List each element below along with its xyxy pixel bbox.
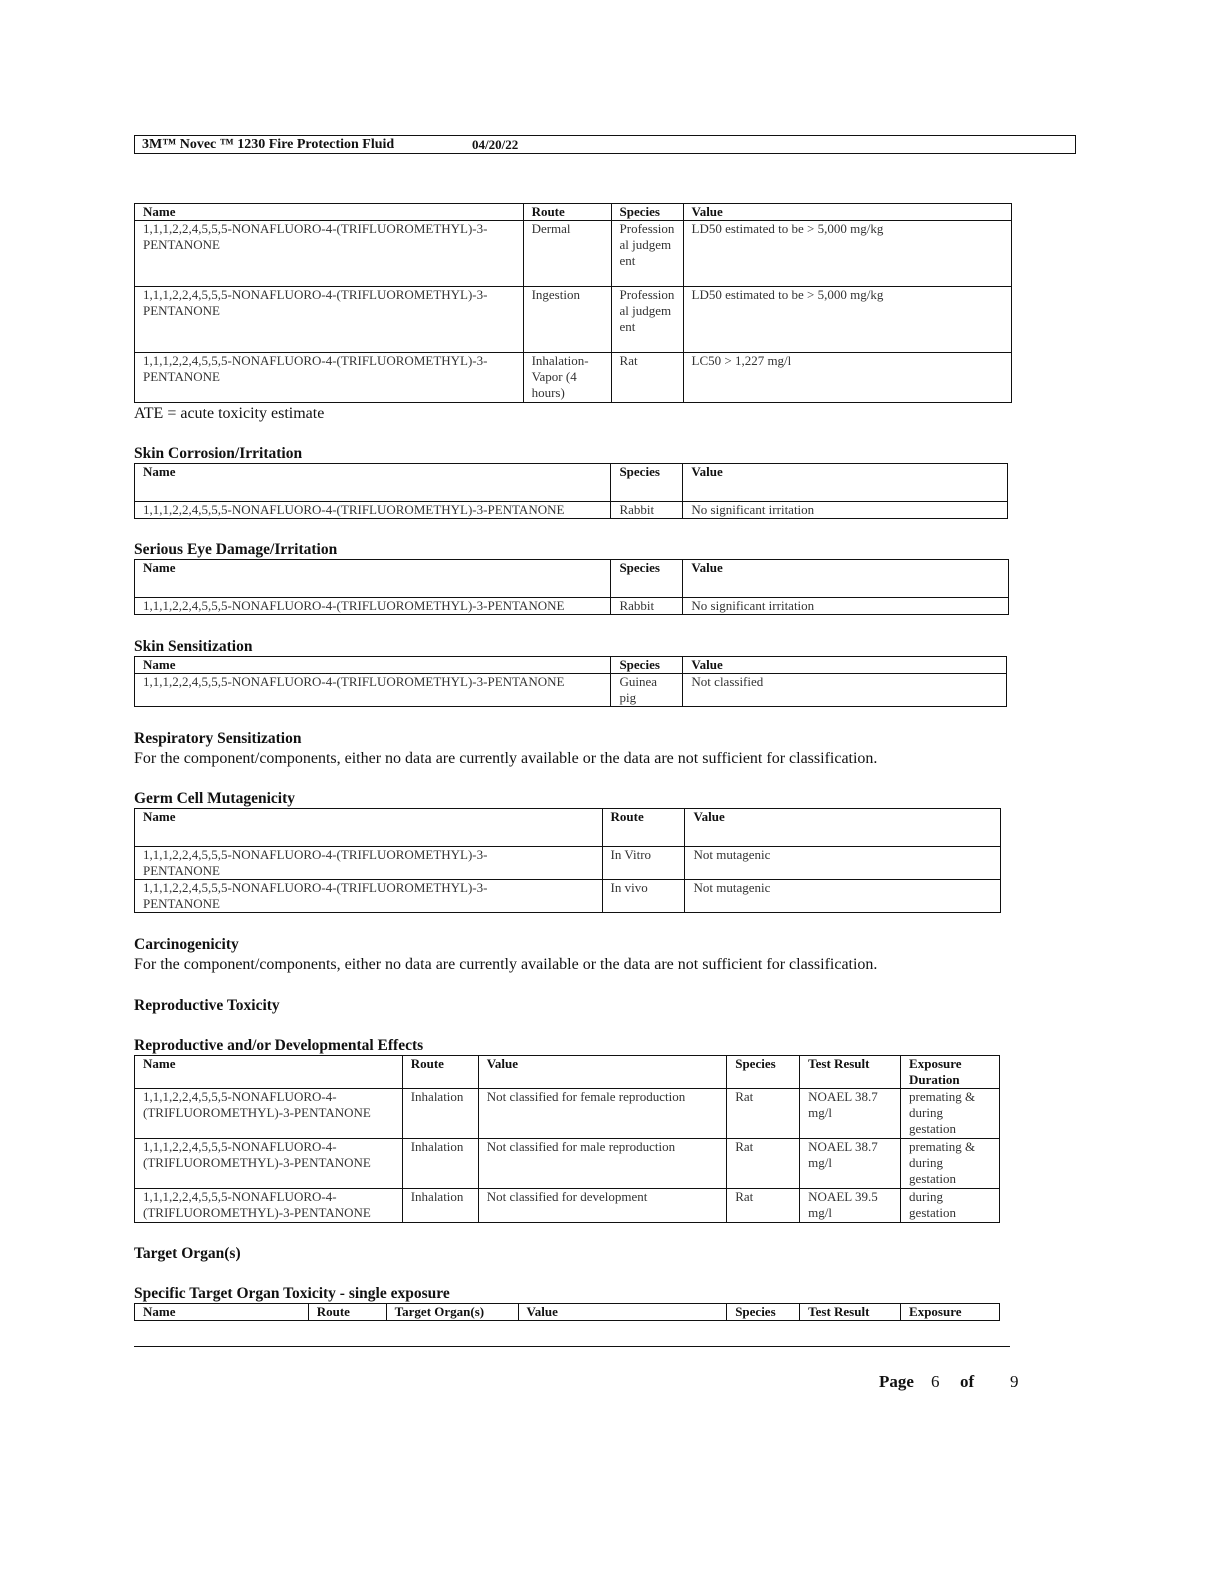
cell-value: LC50 > 1,227 mg/l xyxy=(683,353,1012,403)
col-value: Value xyxy=(685,809,1001,847)
col-value: Value xyxy=(683,204,1012,221)
cell-name: 1,1,1,2,2,4,5,5,5-NONAFLUORO-4-(TRIFLUOROMETHYL)-3-PENTANONE xyxy=(135,847,603,880)
col-value: Value xyxy=(683,464,1008,502)
cell-species: Professional judgement xyxy=(611,221,683,287)
cell-name: 1,1,1,2,2,4,5,5,5-NONAFLUORO-4-(TRIFLUOROMETHYL)-3-PENTANONE xyxy=(135,221,524,287)
skin-corrosion-table xyxy=(134,463,1008,519)
table-row xyxy=(135,221,1012,287)
col-route: Route xyxy=(523,204,611,221)
cell-exposure-duration: premating & during gestation xyxy=(901,1139,1000,1189)
cell-value: Not mutagenic xyxy=(685,847,1001,880)
table-row xyxy=(135,1189,1000,1223)
cell-route: Dermal xyxy=(523,221,611,287)
footer-divider xyxy=(134,1346,1010,1347)
skin-sensitization-table xyxy=(134,656,1007,707)
cell-name: 1,1,1,2,2,4,5,5,5-NONAFLUORO-4-(TRIFLUOROMETHYL)-3-PENTANONE xyxy=(135,674,611,707)
col-species: Species xyxy=(611,464,683,502)
col-route: Route xyxy=(602,809,685,847)
cell-species: Rabbit xyxy=(611,598,683,615)
table-row xyxy=(135,502,1008,519)
col-exposure: Exposure xyxy=(901,1304,1000,1321)
table-row xyxy=(135,1089,1000,1139)
section-title-skin-sensitization: Skin Sensitization xyxy=(134,638,253,655)
cell-name: 1,1,1,2,2,4,5,5,5-NONAFLUORO-4-(TRIFLUOROMETHYL)-3-PENTANONE xyxy=(135,1139,403,1189)
cell-exposure-duration: premating & during gestation xyxy=(901,1089,1000,1139)
col-test-result: Test Result xyxy=(800,1056,901,1089)
col-name: Name xyxy=(135,464,611,502)
germ-cell-table xyxy=(134,808,1001,913)
cell-route: In vivo xyxy=(602,880,685,913)
table-header-row xyxy=(135,204,1012,221)
col-route: Route xyxy=(402,1056,478,1089)
section-subtitle-reproductive: Reproductive and/or Developmental Effects xyxy=(134,1037,424,1054)
cell-test-result: NOAEL 38.7 mg/l xyxy=(800,1089,901,1139)
table-header-row xyxy=(135,560,1009,598)
cell-species: Rabbit xyxy=(611,502,683,519)
page-total: 9 xyxy=(1010,1372,1019,1391)
table-row xyxy=(135,287,1012,353)
cell-species: Professional judgement xyxy=(611,287,683,353)
cell-test-result: NOAEL 38.7 mg/l xyxy=(800,1139,901,1189)
cell-route: Inhalation-Vapor (4 hours) xyxy=(523,353,611,403)
target-organ-table xyxy=(134,1303,1000,1321)
section-title-germ-cell: Germ Cell Mutagenicity xyxy=(134,790,295,807)
table-row xyxy=(135,847,1001,880)
page-label: Page xyxy=(879,1372,914,1391)
cell-species: Rat xyxy=(611,353,683,403)
cell-name: 1,1,1,2,2,4,5,5,5-NONAFLUORO-4-(TRIFLUOROMETHYL)-3-PENTANONE xyxy=(135,880,603,913)
table-row xyxy=(135,1139,1000,1189)
table-row xyxy=(135,880,1001,913)
col-route: Route xyxy=(308,1304,386,1321)
section-title-eye-damage: Serious Eye Damage/Irritation xyxy=(134,541,338,558)
col-name: Name xyxy=(135,809,603,847)
cell-species: Rat xyxy=(727,1189,800,1223)
cell-route: Inhalation xyxy=(402,1189,478,1223)
page-number: 6 xyxy=(931,1372,940,1391)
table-row xyxy=(135,674,1007,707)
col-value: Value xyxy=(683,560,1009,598)
cell-name: 1,1,1,2,2,4,5,5,5-NONAFLUORO-4-(TRIFLUOROMETHYL)-3-PENTANONE xyxy=(135,1189,403,1223)
table-header-row xyxy=(135,1056,1000,1089)
cell-route: Inhalation xyxy=(402,1139,478,1189)
cell-name: 1,1,1,2,2,4,5,5,5-NONAFLUORO-4-(TRIFLUOROMETHYL)-3-PENTANONE xyxy=(135,598,611,615)
cell-name: 1,1,1,2,2,4,5,5,5-NONAFLUORO-4-(TRIFLUOROMETHYL)-3-PENTANONE xyxy=(135,1089,403,1139)
document-date: 04/20/22 xyxy=(472,137,519,152)
table-row xyxy=(135,353,1012,403)
cell-value: Not classified for male reproduction xyxy=(478,1139,727,1189)
col-exposure-duration: Exposure Duration xyxy=(901,1056,1000,1089)
cell-route: In Vitro xyxy=(602,847,685,880)
cell-route: Inhalation xyxy=(402,1089,478,1139)
col-species: Species xyxy=(727,1304,800,1321)
col-species: Species xyxy=(611,560,683,598)
section-title-respiratory: Respiratory Sensitization xyxy=(134,730,302,747)
cell-species: Rat xyxy=(727,1089,800,1139)
cell-test-result: NOAEL 39.5 mg/l xyxy=(800,1189,901,1223)
document-header xyxy=(134,135,1076,154)
eye-damage-table xyxy=(134,559,1009,615)
col-name: Name xyxy=(135,560,611,598)
col-species: Species xyxy=(727,1056,800,1089)
cell-value: Not classified xyxy=(683,674,1007,707)
cell-route: Ingestion xyxy=(523,287,611,353)
section-subtitle-target-organ: Specific Target Organ Toxicity - single exposure xyxy=(134,1285,450,1302)
col-target-organs: Target Organ(s) xyxy=(386,1304,518,1321)
cell-name: 1,1,1,2,2,4,5,5,5-NONAFLUORO-4-(TRIFLUOROMETHYL)-3-PENTANONE xyxy=(135,353,524,403)
cell-species: Rat xyxy=(727,1139,800,1189)
carcinogenicity-text: For the component/components, either no data are currently available or the data are not sufficient for classification. xyxy=(134,956,878,973)
table-header-row xyxy=(135,464,1008,502)
table-header-row xyxy=(135,657,1007,674)
table-header-row xyxy=(135,809,1001,847)
reproductive-table xyxy=(134,1055,1000,1223)
cell-value: Not classified for development xyxy=(478,1189,727,1223)
document-title: 3M™ Novec ™ 1230 Fire Protection Fluid xyxy=(142,137,395,152)
cell-value: No significant irritation xyxy=(683,598,1009,615)
cell-value: Not classified for female reproduction xyxy=(478,1089,727,1139)
table-row xyxy=(135,598,1009,615)
col-value: Value xyxy=(518,1304,727,1321)
cell-value: LD50 estimated to be > 5,000 mg/kg xyxy=(683,287,1012,353)
acute-toxicity-table xyxy=(134,203,1012,403)
cell-value: LD50 estimated to be > 5,000 mg/kg xyxy=(683,221,1012,287)
section-title-skin-corrosion: Skin Corrosion/Irritation xyxy=(134,445,303,462)
col-value: Value xyxy=(478,1056,727,1089)
col-name: Name xyxy=(135,1056,403,1089)
col-value: Value xyxy=(683,657,1007,674)
cell-name: 1,1,1,2,2,4,5,5,5-NONAFLUORO-4-(TRIFLUOROMETHYL)-3-PENTANONE xyxy=(135,502,611,519)
section-title-target-organ: Target Organ(s) xyxy=(134,1245,241,1262)
col-name: Name xyxy=(135,657,611,674)
respiratory-text: For the component/components, either no data are currently available or the data are not sufficient for classification. xyxy=(134,750,878,767)
col-species: Species xyxy=(611,204,683,221)
ate-note: ATE = acute toxicity estimate xyxy=(134,405,325,422)
table-header-row xyxy=(135,1304,1000,1321)
col-species: Species xyxy=(611,657,683,674)
section-title-carcinogenicity: Carcinogenicity xyxy=(134,936,239,953)
cell-value: No significant irritation xyxy=(683,502,1008,519)
cell-species: Guinea pig xyxy=(611,674,683,707)
section-title-reproductive: Reproductive Toxicity xyxy=(134,997,280,1014)
col-test-result: Test Result xyxy=(800,1304,901,1321)
cell-value: Not mutagenic xyxy=(685,880,1001,913)
cell-exposure-duration: during gestation xyxy=(901,1189,1000,1223)
of-label: of xyxy=(960,1372,975,1391)
col-name: Name xyxy=(135,1304,309,1321)
col-name: Name xyxy=(135,204,524,221)
cell-name: 1,1,1,2,2,4,5,5,5-NONAFLUORO-4-(TRIFLUOROMETHYL)-3-PENTANONE xyxy=(135,287,524,353)
